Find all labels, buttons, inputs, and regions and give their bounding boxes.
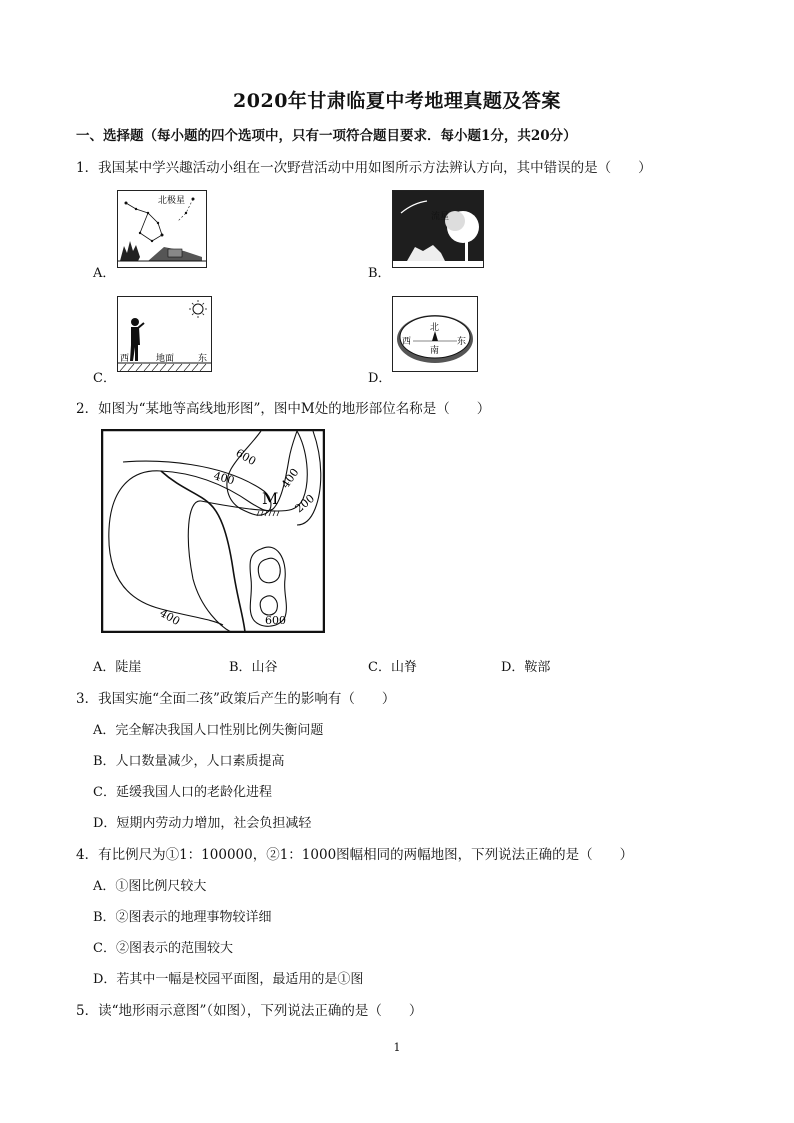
q4-option-c: C．②图表示的范围较大	[93, 941, 233, 956]
sun-shadow-scene-icon	[118, 297, 211, 371]
q4-option-a: A．①图比例尺较大	[93, 879, 207, 894]
meteor-scene-icon	[393, 191, 483, 267]
q3-option-a: A．完全解决我国人口性别比例失衡问题	[93, 723, 324, 738]
fig-d-west: 西	[402, 337, 412, 347]
question-3-stem: 3．我国实施“全面二孩”政策后产生的影响有（ ）	[76, 691, 396, 707]
q2-option-a: A．陡崖	[93, 660, 142, 675]
contour-label-2: 400	[212, 469, 236, 488]
contour-map	[101, 429, 325, 633]
fig-b-label: 流星	[431, 212, 450, 222]
question-5-stem: 5．读“地形雨示意图”（如图），下列说法正确的是（ ）	[76, 1003, 423, 1019]
fig-d-north: 北	[430, 323, 440, 333]
figure-1d	[392, 296, 478, 372]
q2-option-c: C．山脊	[368, 660, 417, 675]
question-2-stem: 2．如图为“某地等高线地形图”，图中M处的地形部位名称是（ ）	[76, 401, 491, 417]
q1-option-b: B．	[368, 266, 391, 281]
fig-c-ground: 地面	[156, 354, 175, 364]
q1-option-d: D．	[368, 371, 392, 386]
contour-label-1: 600	[233, 446, 259, 469]
contour-label-4: 200	[292, 491, 318, 516]
page-number: 1	[393, 1041, 401, 1054]
q1-option-a: A．	[93, 266, 116, 281]
point-m-label: M	[262, 489, 279, 508]
figure-1b	[392, 190, 484, 268]
contour-label-5: 400	[157, 606, 183, 629]
fig-d-south: 南	[430, 346, 440, 356]
fig-c-west: 西	[120, 354, 130, 364]
question-1-stem: 1．我国某中学兴趣活动小组在一次野营活动中用如图所示方法辨认方向，其中错误的是（ ）	[76, 160, 652, 176]
q3-option-d: D．短期内劳动力增加，社会负担减轻	[93, 816, 312, 831]
q4-option-d: D．若其中一幅是校园平面图，最适用的是①图	[93, 972, 364, 987]
fig-d-east: 东	[457, 337, 467, 347]
compass-icon	[393, 297, 477, 371]
fig-a-label: 北极星	[158, 196, 186, 206]
north-star-scene-icon	[118, 191, 206, 267]
q3-option-b: B．人口数量减少，人口素质提高	[93, 754, 285, 769]
q3-option-c: C．延缓我国人口的老龄化进程	[93, 785, 272, 800]
q2-option-d: D．鞍部	[501, 660, 551, 675]
contour-label-6: 600	[265, 614, 286, 627]
q4-option-b: B．②图表示的地理事物较详细	[93, 910, 272, 925]
page-title: 2020年甘肃临夏中考地理真题及答案	[233, 90, 561, 112]
question-4-stem: 4．有比例尺为①1：100000，②1：1000图幅相同的两幅地图，下列说法正确的是（ ）	[76, 847, 634, 863]
fig-c-east: 东	[198, 354, 208, 364]
section-heading: 一、选择题（每小题的四个选项中，只有一项符合题目要求．每小题1分，共20分）	[76, 128, 577, 144]
q2-option-b: B．山谷	[229, 660, 278, 675]
figure-1a	[117, 190, 207, 268]
q1-option-c: C．	[93, 371, 116, 386]
contour-label-3: 400	[278, 466, 302, 491]
figure-1c	[117, 296, 212, 372]
